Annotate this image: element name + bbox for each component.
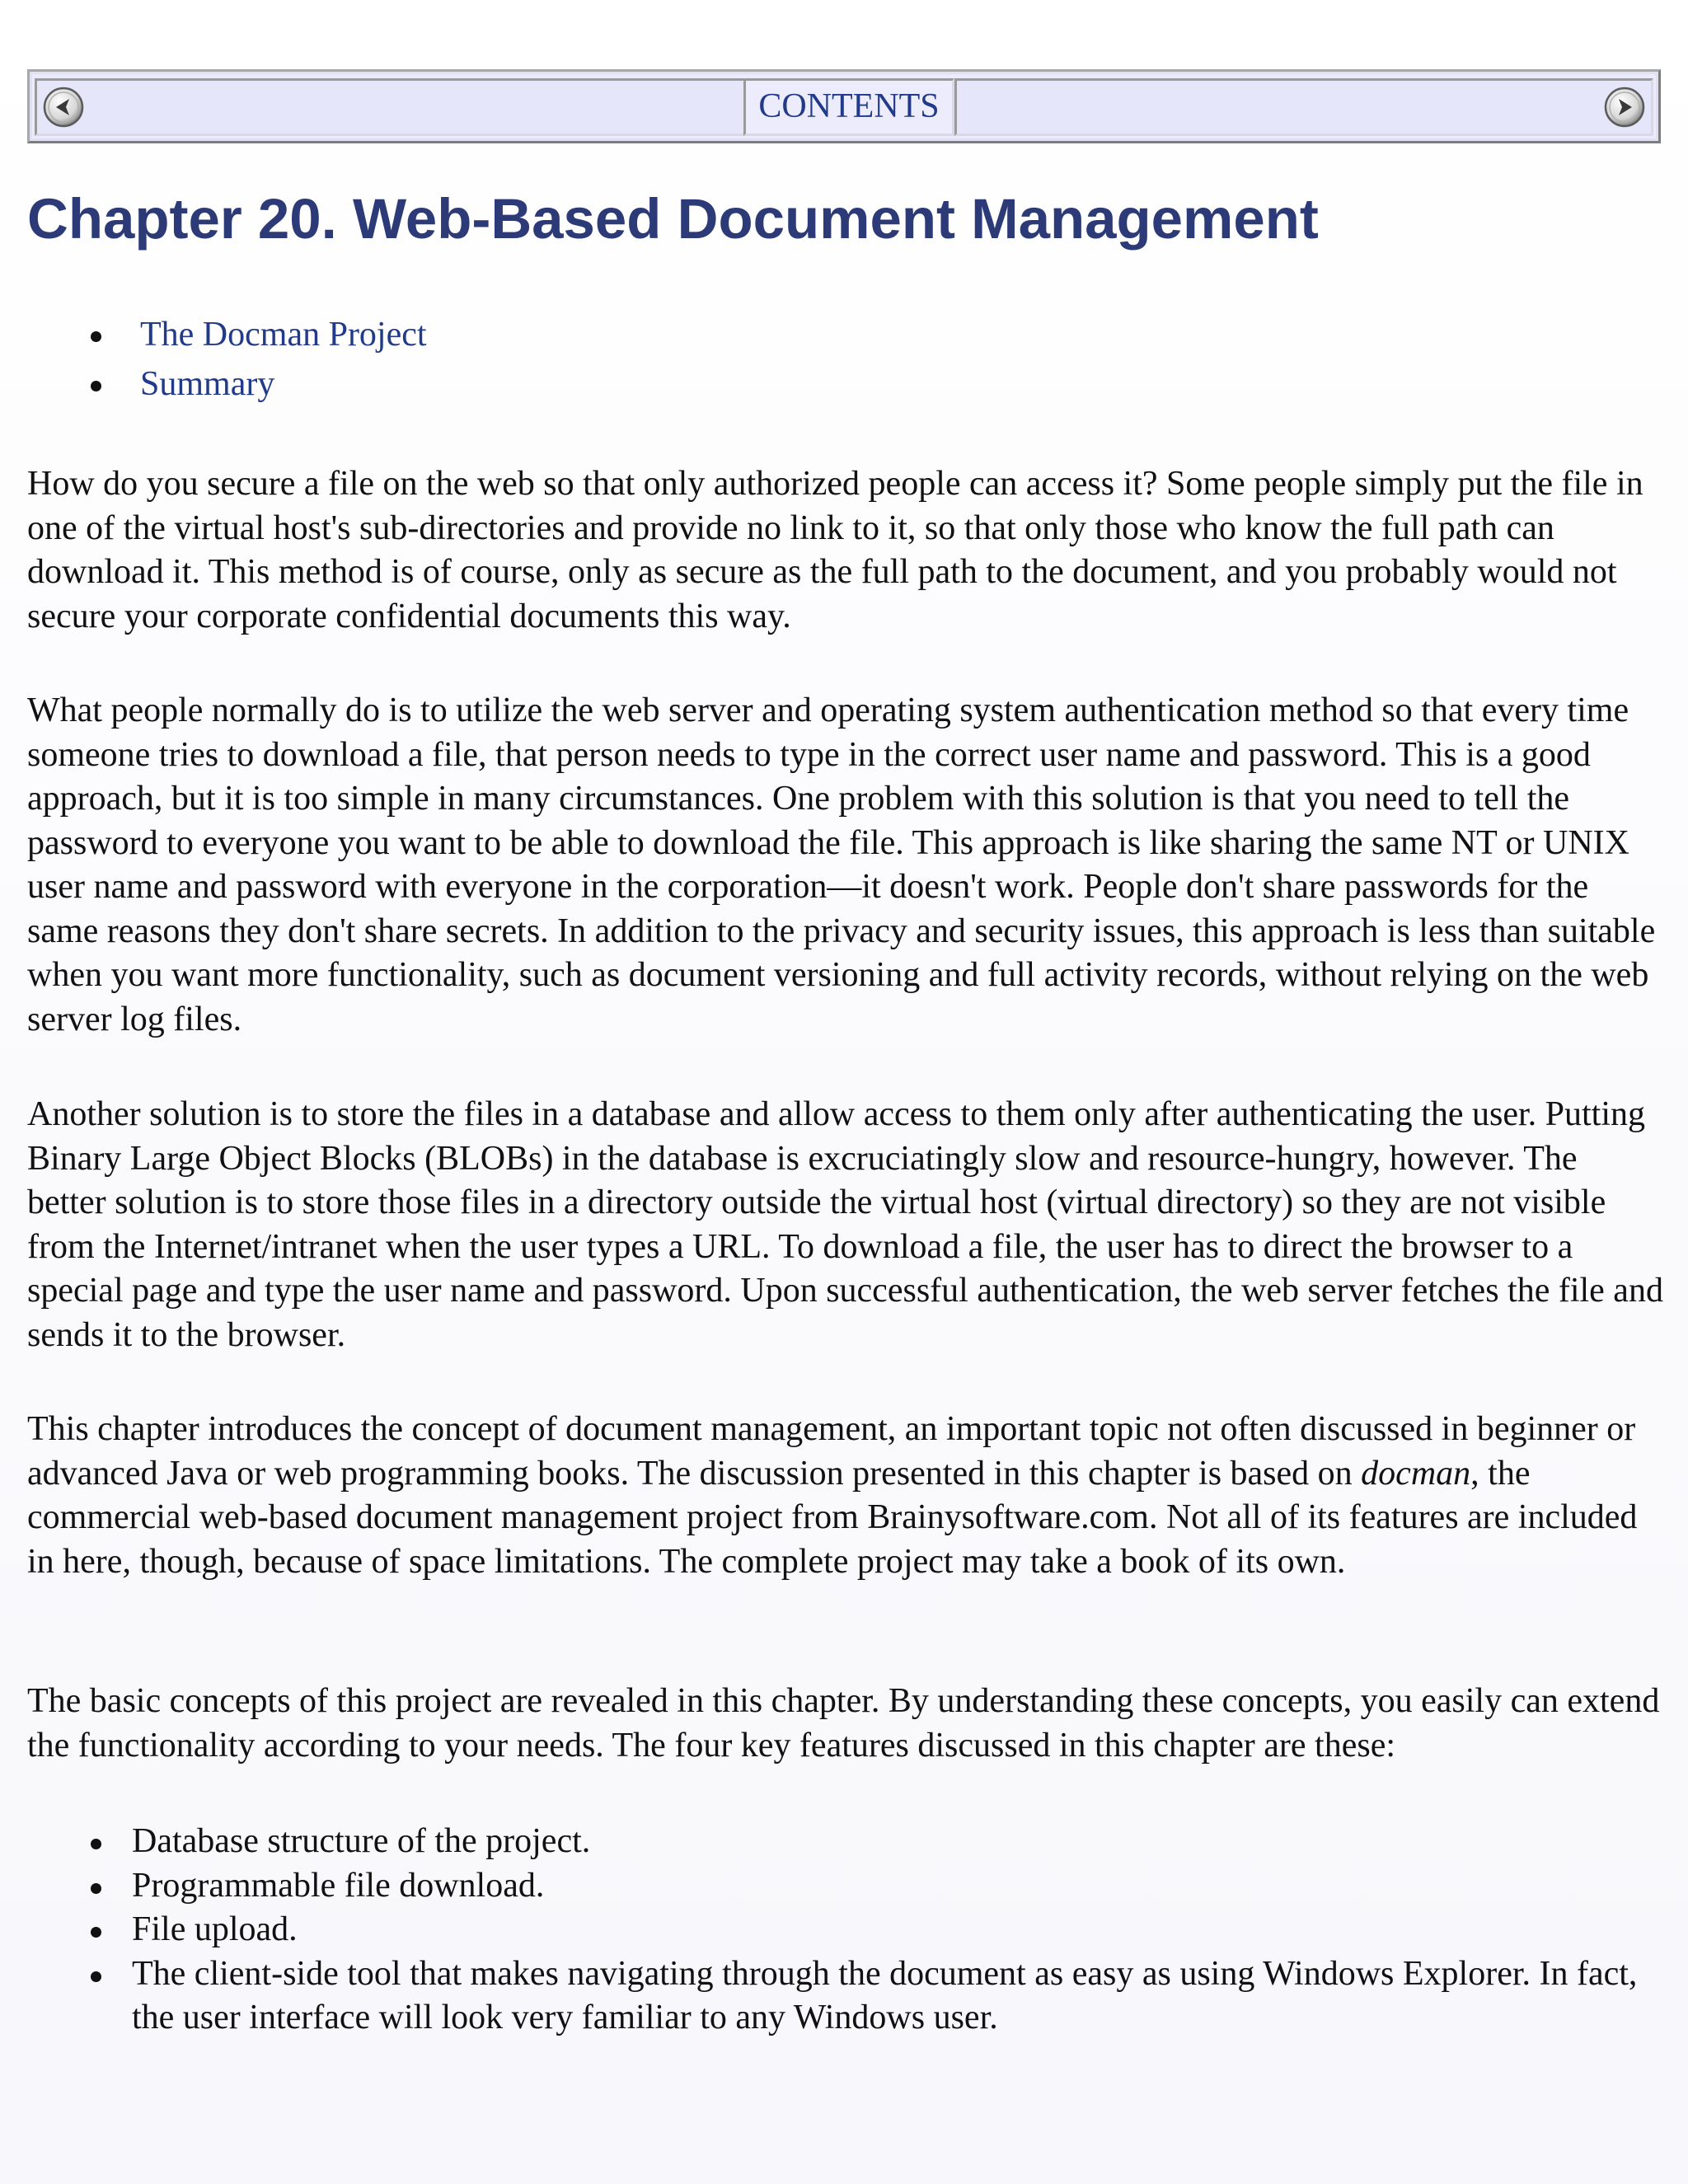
paragraph-docman	[27, 1408, 1663, 1584]
paragraph-intro: How do you secure a file on the web so that only authorized people can access it? Some people simply put the file in one of the virtual host's sub-directories and provide no link to it, so that only those who know the full path can download it. This method is of course, only as secure as the full path to the document, and you probably would not secure your corporate confidential documents this way.	[27, 465, 1643, 635]
arrow-right-icon[interactable]	[1603, 86, 1646, 129]
navigation-bar	[27, 69, 1661, 143]
list-item: File upload.	[91, 1908, 1657, 1952]
table-of-contents	[91, 310, 427, 409]
nav-next-cell	[954, 78, 1653, 136]
paragraph-docman-text-after: , the commercial web-based document management project from Brainysoftware.com. Not all of its features are included in here, though, because of space limitations. The complete project may take a book of its own.	[27, 1454, 1638, 1581]
docman-emphasis: docman	[1361, 1454, 1471, 1493]
nav-prev-cell	[35, 78, 760, 136]
list-item: The client-side tool that makes navigating through the document as easy as using Windows Explorer. In fact, the user interface will look very familiar to any Windows user.	[91, 1952, 1657, 2041]
list-item: Programmable file download.	[91, 1864, 1657, 1909]
paragraph-docman-text-before: This chapter introduces the concept of document management, an important topic not often discussed in beginner or advanced Java or web programming books. The discussion presented in this chapter is based on	[27, 1410, 1636, 1493]
list-item: Database structure of the project.	[91, 1820, 1657, 1864]
paragraph-key-features: The basic concepts of this project are revealed in this chapter. By understanding these concepts, you easily can extend the functionality according to your needs. The four key features discussed in this chapter are these:	[27, 1682, 1660, 1765]
contents-link[interactable]: CONTENTS	[758, 87, 940, 125]
toc-link-summary[interactable]: Summary	[140, 365, 275, 403]
toc-item	[91, 359, 427, 409]
arrow-left-icon[interactable]	[42, 86, 85, 129]
chapter-title: Chapter 20. Web-Based Document Management	[27, 187, 1319, 251]
nav-contents-cell	[743, 78, 954, 136]
features-list	[91, 1820, 1657, 2041]
paragraph-database-solution: Another solution is to store the files in a database and allow access to them only after authenticating the user. Putting Binary Large Object Blocks (BLOBs) in the database is excruciatingly slow and resource-hungry, however. The better solution is to store those files in a directory outside the virtual host (virtual directory) so they are not visible from the Internet/intranet when the user types a URL. To download a file, the user has to direct the browser to a special page and type the user name and password. Upon successful authentication, the web server fetches the file and sends it to the browser.	[27, 1095, 1663, 1354]
toc-item	[91, 310, 427, 359]
paragraph-authentication: What people normally do is to utilize the web server and operating system authentication method so that every time someone tries to download a file, that person needs to type in the correct user name and password. This is a good approach, but it is too simple in many circumstances. One problem with this solution is that you need to tell the password to everyone you want to be able to download the file. This approach is like sharing the same NT or UNIX user name and password with everyone in the corporation—it doesn't work. People don't share passwords for the same reasons they don't share secrets. In addition to the privacy and security issues, this approach is less than suitable when you want more functionality, such as document versioning and full activity records, without relying on the web server log files.	[27, 691, 1656, 1038]
toc-link-docman-project[interactable]: The Docman Project	[140, 316, 427, 354]
